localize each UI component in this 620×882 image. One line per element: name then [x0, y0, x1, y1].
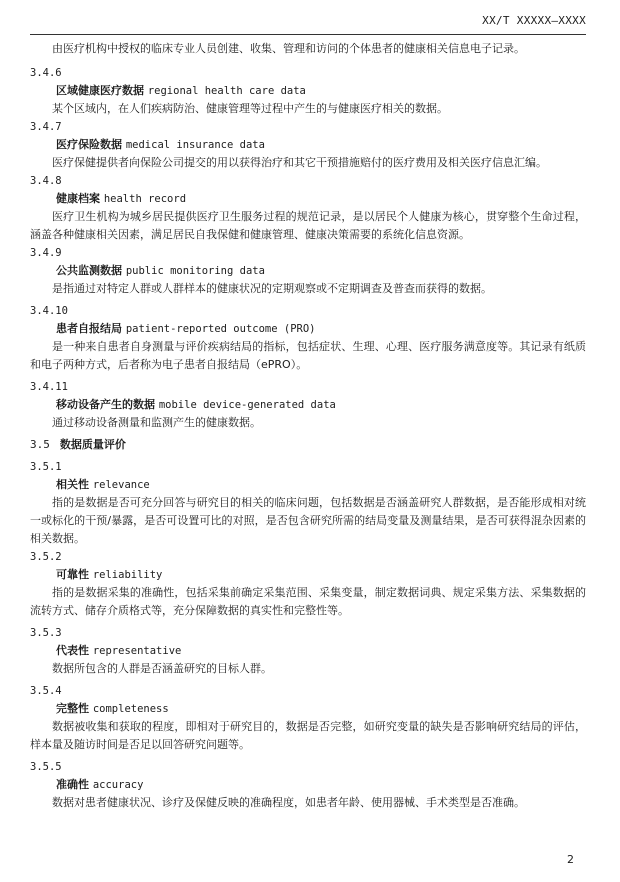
term-title [56, 320, 586, 338]
term-title [56, 700, 586, 718]
term-zh: 健康档案 [56, 192, 100, 205]
term-number: 3.4.10 [30, 305, 68, 317]
term-zh: 区域健康医疗数据 [56, 84, 144, 97]
term-number: 3.5.2 [30, 551, 62, 563]
term-title [56, 396, 586, 414]
term-entry [30, 624, 586, 678]
term-en: relevance [92, 479, 150, 491]
term-entry [30, 172, 586, 244]
term-title [56, 642, 586, 660]
document-code: XX/T XXXXX—XXXX [482, 14, 586, 27]
term-en: regional health care data [147, 85, 306, 97]
term-entry [30, 64, 586, 118]
term-definition: 指的是数据采集的准确性，包括采集前确定采集范围、采集变量，制定数据词典、规定采集方法、采集数据的流转方式、储存介质格式等，充分保障数据的真实性和完整性等。 [30, 586, 586, 617]
term-definition: 数据被收集和获取的程度，即相对于研究目的，数据是否完整，如研究变量的缺失是否影响研究结局的评估，样本量及随访时间是否足以回答研究问题等。 [30, 720, 586, 751]
term-definition: 某个区域内，在人们疾病防治、健康管理等过程中产生的与健康医疗相关的数据。 [52, 102, 448, 115]
term-definition: 医疗保健提供者向保险公司提交的用以获得治疗和其它干预措施赔付的医疗费用及相关医疗信息汇编。 [52, 156, 547, 169]
term-title [56, 776, 586, 794]
term-title [56, 262, 586, 280]
term-en: health record [103, 193, 187, 205]
term-definition: 医疗卫生机构为城乡居民提供医疗卫生服务过程的规范记录，是以居民个人健康为核心，贯穿整个生命过程，涵盖各种健康相关因素，满足居民自我保健和健康管理、健康决策需要的系统化信息资源。 [30, 210, 586, 241]
term-en: accuracy [92, 779, 144, 791]
term-zh: 移动设备产生的数据 [56, 398, 155, 411]
term-en: patient-reported outcome (PRO) [125, 323, 316, 335]
term-number: 3.5.3 [30, 627, 62, 639]
term-entry [30, 378, 586, 432]
term-zh: 代表性 [56, 644, 89, 657]
term-zh: 医疗保险数据 [56, 138, 122, 151]
term-number: 3.4.6 [30, 67, 62, 79]
term-number: 3.4.11 [30, 381, 68, 393]
term-definition: 是一种来自患者自身测量与评价疾病结局的指标，包括症状、生理、心理、医疗服务满意度等。其记录有纸质和电子两种方式，后者称为电子患者自报结局（ePRO）。 [30, 340, 586, 371]
term-entry [30, 302, 586, 374]
term-en: public monitoring data [125, 265, 265, 277]
term-en: mobile device-generated data [158, 399, 336, 411]
term-definition: 是指通过对特定人群或人群样本的健康状况的定期观察或不定期调查及普查而获得的数据。 [52, 282, 492, 295]
page-number: 2 [567, 853, 574, 866]
term-entry [30, 458, 586, 548]
term-number: 3.4.9 [30, 247, 62, 259]
term-zh: 公共监测数据 [56, 264, 122, 277]
term-title [56, 476, 586, 494]
term-zh: 完整性 [56, 702, 89, 715]
term-zh: 患者自报结局 [56, 322, 122, 335]
section-title: 数据质量评价 [59, 438, 126, 451]
document-body [30, 40, 586, 812]
term-number: 3.5.4 [30, 685, 62, 697]
term-entry [30, 118, 586, 172]
term-zh: 准确性 [56, 778, 89, 791]
term-title [56, 190, 586, 208]
term-number: 3.5.5 [30, 761, 62, 773]
term-number: 3.4.8 [30, 175, 62, 187]
term-definition: 数据对患者健康状况、诊疗及保健反映的准确程度，如患者年龄、使用器械、手术类型是否准确。 [52, 796, 525, 809]
term-definition: 通过移动设备测量和监测产生的健康数据。 [52, 416, 261, 429]
term-entry [30, 244, 586, 298]
term-number: 3.4.7 [30, 121, 62, 133]
term-en: reliability [92, 569, 163, 581]
term-en: medical insurance data [125, 139, 265, 151]
term-zh: 可靠性 [56, 568, 89, 581]
term-entry [30, 758, 586, 812]
section-number: 3.5 [30, 438, 50, 451]
term-definition: 指的是数据是否可充分回答与研究目的相关的临床问题，包括数据是否涵盖研究人群数据，是否能形成相对统一或标化的干预/暴露，是否可设置可比的对照，是否包含研究所需的结局变量及测量结果，是否可获得混杂因素的相关数据。 [30, 496, 586, 545]
term-title [56, 566, 586, 584]
term-title [56, 82, 586, 100]
header-rule [30, 34, 586, 35]
term-definition: 数据所包含的人群是否涵盖研究的目标人群。 [52, 662, 272, 675]
term-en: completeness [92, 703, 169, 715]
term-zh: 相关性 [56, 478, 89, 491]
term-en: representative [92, 645, 182, 657]
term-number: 3.5.1 [30, 461, 62, 473]
term-title [56, 136, 586, 154]
term-entry [30, 548, 586, 620]
section-heading [30, 436, 586, 454]
term-entry [30, 682, 586, 754]
intro-paragraph: 由医疗机构中授权的临床专业人员创建、收集、管理和访问的个体患者的健康相关信息电子记录。 [52, 42, 525, 55]
